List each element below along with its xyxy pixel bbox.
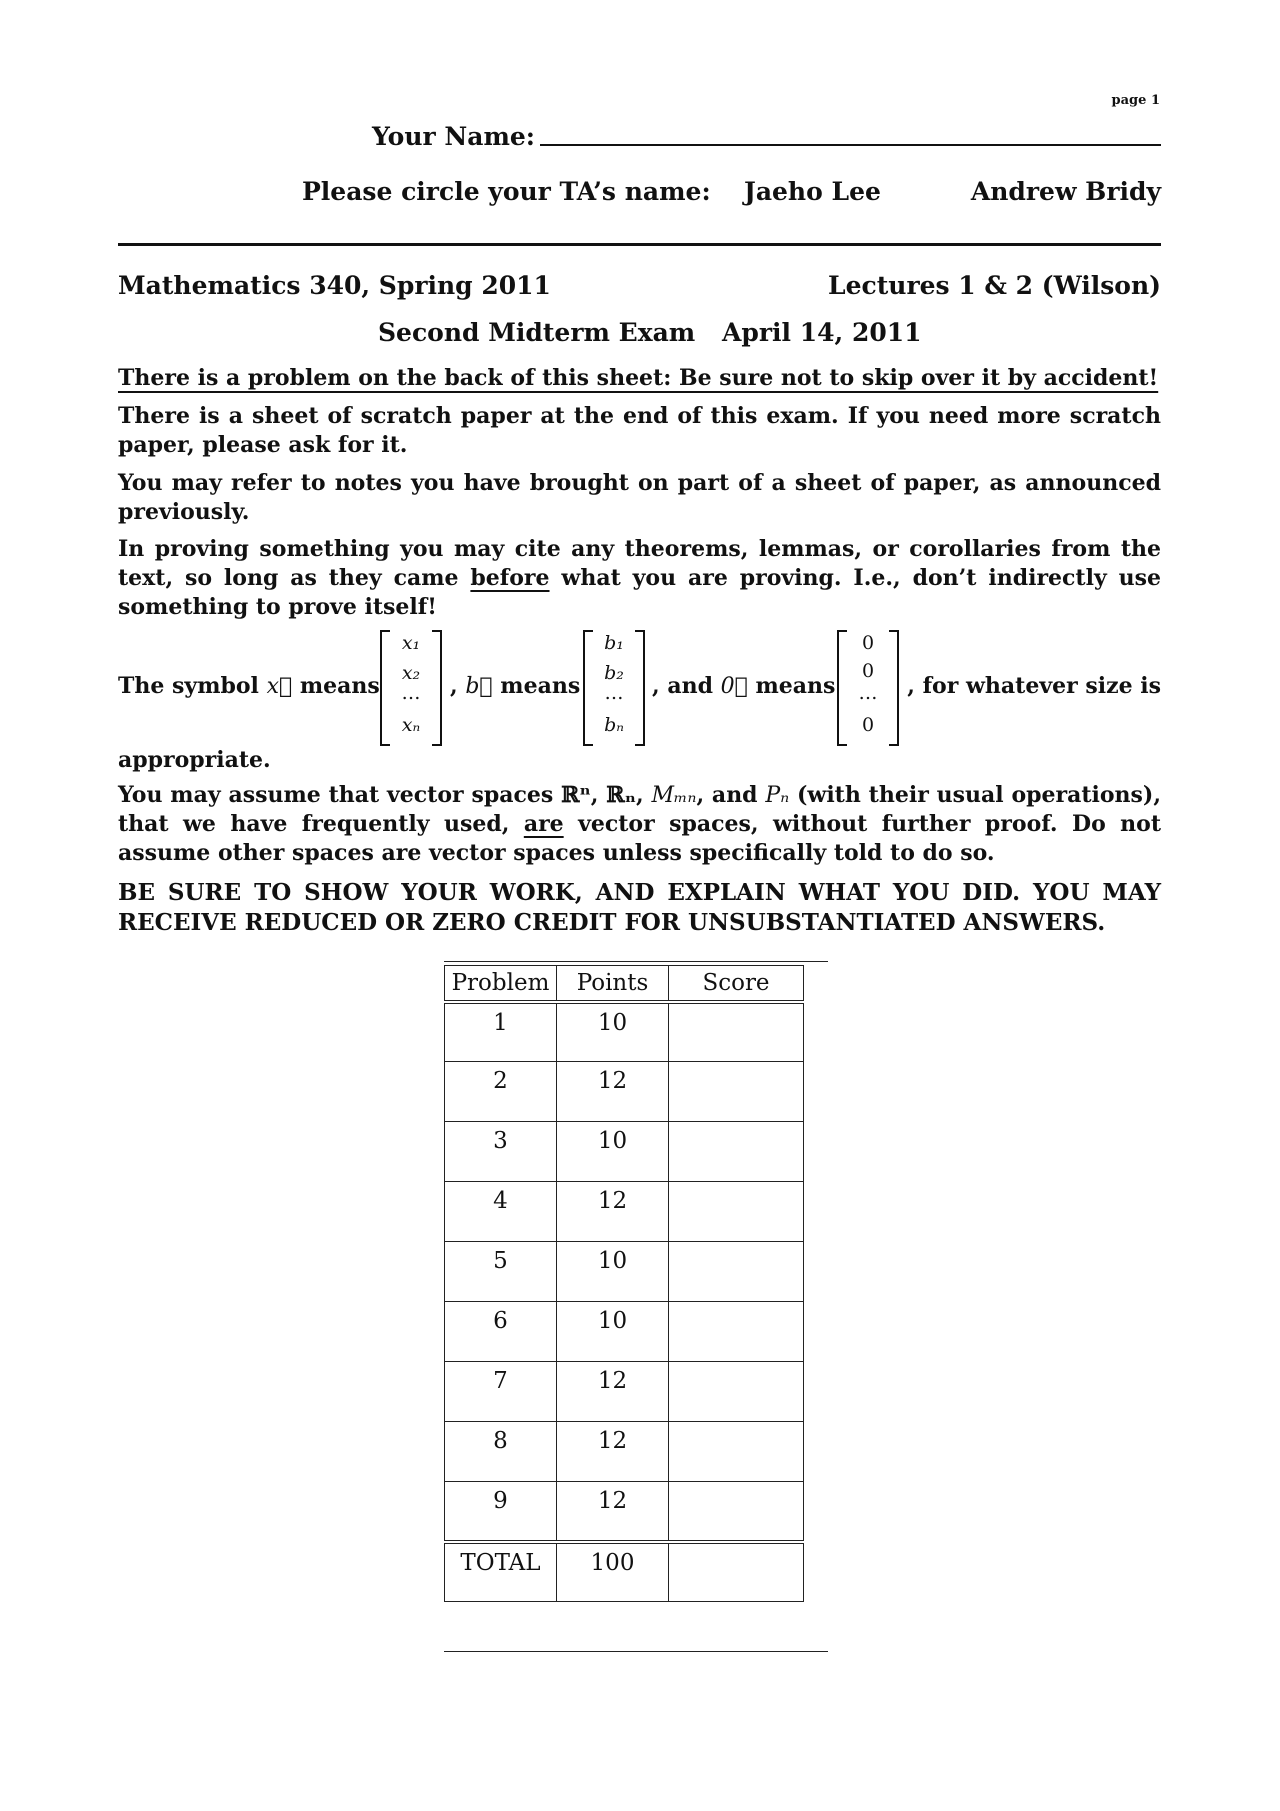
table-row: [445, 1302, 804, 1362]
problem-number: 5: [445, 1242, 557, 1302]
scratch-paper-note: There is a sheet of scratch paper at the end of this exam. If you need more scratch paper, please ask for it.: [118, 403, 1161, 458]
ta-name-option[interactable]: Andrew Bridy: [970, 177, 1161, 206]
points-value: 12: [557, 1182, 669, 1242]
score-cell[interactable]: [669, 1362, 804, 1422]
proving-text-end: what you are proving. I.e., don’t indirectly use something to prove itself!: [118, 565, 1161, 620]
proving-policy: [118, 535, 1161, 622]
proving-text: In proving something you may cite any theorems, lemmas, or corollaries from the text, so long as they came: [118, 536, 1161, 591]
score-cell[interactable]: [669, 1422, 804, 1482]
b-means: , b⃗ means: [450, 673, 581, 699]
spaces-text-2: (with their usual operations), that we have frequently used,: [118, 782, 1161, 837]
problem-number: 4: [445, 1182, 557, 1242]
zero-means: [652, 673, 835, 699]
problem-number: 1: [445, 1002, 557, 1062]
and-text: , and: [652, 673, 713, 699]
means-text: means: [500, 673, 581, 699]
appropriate-text: appropriate.: [118, 747, 271, 773]
matrix-entry: b₁: [604, 632, 624, 654]
matrix-entry: bₙ: [604, 714, 624, 736]
lecture-info: Lectures 1 & 2 (Wilson): [828, 271, 1161, 300]
points-value: 10: [557, 1002, 669, 1062]
ta-name-option[interactable]: Jaeho Lee: [744, 177, 881, 206]
problem-number: 3: [445, 1122, 557, 1182]
spaces-text-3: vector spaces, without further proof. Do not assume other spaces are vector spaces unless specifically told to do so.: [118, 811, 1162, 866]
means-text: means: [299, 673, 380, 699]
points-value: 12: [557, 1482, 669, 1542]
header-divider: [118, 243, 1161, 246]
table-row: [445, 1062, 804, 1122]
vector-space-policy: [118, 781, 1161, 868]
matrix-entry: 0: [861, 632, 875, 654]
total-row: [445, 1542, 804, 1602]
space-p: Pₙ: [765, 783, 790, 808]
score-cell[interactable]: [669, 1122, 804, 1182]
problem-number: 2: [445, 1062, 557, 1122]
exam-date: April 14, 2011: [722, 318, 922, 347]
size-text: , for whatever size is: [907, 673, 1161, 699]
symbol-intro: [118, 673, 380, 699]
points-value: 12: [557, 1362, 669, 1422]
score-cell[interactable]: [669, 1302, 804, 1362]
name-blank-line[interactable]: [540, 144, 1161, 146]
spaces-text: You may assume that vector spaces ℝⁿ, ℝₙ,: [118, 782, 652, 808]
table-row: [445, 1482, 804, 1542]
score-cell[interactable]: [669, 1242, 804, 1302]
points-value: 12: [557, 1062, 669, 1122]
course-title: Mathematics 340, Spring 2011: [118, 271, 551, 300]
score-cell[interactable]: [669, 1482, 804, 1542]
table-row: [445, 1182, 804, 1242]
exam-name: Second Midterm Exam: [378, 318, 696, 347]
total-label: TOTAL: [445, 1542, 557, 1602]
vector-zero-matrix: [837, 630, 899, 742]
table-row: [445, 1242, 804, 1302]
total-points: 100: [557, 1542, 669, 1602]
vector-b-matrix: [583, 630, 645, 742]
score-cell[interactable]: [669, 1182, 804, 1242]
spaces-emphasis: are: [523, 811, 564, 837]
points-value: 10: [557, 1122, 669, 1182]
matrix-entry: 0: [861, 660, 875, 682]
symbol-zero: 0⃗: [720, 674, 748, 699]
page-number: page 1: [1111, 93, 1160, 108]
means-text: means: [755, 673, 836, 699]
problem-number: 6: [445, 1302, 557, 1362]
table-row: [445, 1362, 804, 1422]
symbol-x: x⃗: [266, 674, 293, 699]
matrix-entry: …: [401, 682, 421, 704]
name-label: Your Name:: [372, 122, 536, 151]
matrix-entry: …: [604, 682, 624, 704]
table-row: [445, 1002, 804, 1062]
matrix-entry: b₂: [604, 662, 624, 684]
header-score: Score: [669, 966, 804, 1002]
header-points: Points: [557, 966, 669, 1002]
score-table: [444, 965, 804, 1602]
table-row: [445, 1422, 804, 1482]
symbol-intro-text: The symbol: [118, 673, 259, 699]
space-m: Mₘₙ: [651, 783, 697, 808]
score-cell[interactable]: [669, 1002, 804, 1062]
table-row: [445, 1122, 804, 1182]
matrix-entry: …: [858, 682, 878, 704]
problem-number: 9: [445, 1482, 557, 1542]
matrix-entry: x₁: [401, 632, 421, 654]
matrix-entry: 0: [861, 714, 875, 736]
points-value: 10: [557, 1242, 669, 1302]
back-page-warning: There is a problem on the back of this sheet: Be sure not to skip over it by accident!: [118, 365, 1159, 391]
notes-policy: You may refer to notes you have brought on part of a sheet of paper, as announced previously.: [118, 470, 1161, 525]
problem-number: 7: [445, 1362, 557, 1422]
header-problem: Problem: [445, 966, 557, 1002]
matrix-entry: xₙ: [401, 714, 421, 736]
ta-prompt: Please circle your TA’s name:: [302, 177, 711, 206]
points-value: 10: [557, 1302, 669, 1362]
points-value: 12: [557, 1422, 669, 1482]
vector-x-matrix: [380, 630, 442, 742]
show-work-notice: BE SURE TO SHOW YOUR WORK, AND EXPLAIN WHAT YOU DID. YOU MAY RECEIVE REDUCED OR ZERO CREDIT FOR UNSUBSTANTIATED ANSWERS.: [118, 879, 1161, 936]
matrix-entry: x₂: [401, 662, 421, 684]
spaces-text-mid: , and: [696, 782, 766, 808]
symbol-b: b⃗: [465, 674, 493, 699]
total-score-cell[interactable]: [669, 1542, 804, 1602]
problem-number: 8: [445, 1422, 557, 1482]
table-header-row: [445, 966, 804, 1002]
table-bottom-rule: [444, 1651, 828, 1652]
proving-emphasis: before: [470, 565, 550, 591]
score-cell[interactable]: [669, 1062, 804, 1122]
table-top-rule: [444, 961, 828, 962]
